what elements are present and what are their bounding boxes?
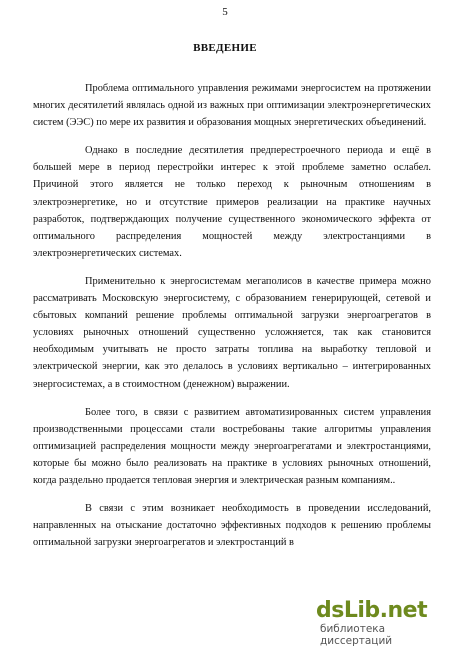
watermark: [316, 595, 440, 647]
logo-text: dsLib.net: [316, 598, 428, 623]
body-text: [33, 80, 431, 551]
paragraph: В связи с этим возникает необходимость в проведении исследований, направленных на отыскание достаточно эффективных подходов к решению проблемы оптимальной загрузки энергоагрегатов и электростанций в: [33, 503, 431, 549]
dslib-logo: [316, 595, 440, 623]
paragraph: Проблема оптимального управления режимами энергосистем на протяжении многих десятилетий являлась одной из важных при оптимизации электроэнергетических систем (ЭЭС) по мере их развития и образования мощных энергетических объединений.: [33, 83, 431, 129]
section-heading: ВВЕДЕНИЕ: [193, 42, 257, 54]
paragraph: Более того, в связи с развитием автоматизированных систем управления производственными процессами стали востребованы такие алгоритмы управления оптимизацией распределения мощности между энергоагрегатами и электростанциями, которые бы можно было реализовать на практике в условиях рыночных отношений, когда раздельно продается тепловая энергия и электрическая разным компаниям..: [33, 406, 431, 486]
watermark-caption: библиотека диссертаций: [320, 623, 393, 647]
paragraph: Применительно к энергосистемам мегаполисов в качестве примера можно рассматривать Московскую энергосистему, с образованием генерирующей, сетевой и сбытовых компаний решение проблемы оптимальной загрузки энергоагрегатов в условиях рыночных отношений существенно усложняется, так как становится необходимым учитывать не просто затраты топлива на выработку тепловой и электрической энергии, как это делалось в условиях вертикально – интегрированных энергосистемах, а в стоимостном (денежном) выражении.: [33, 275, 431, 390]
paragraph: Однако в последние десятилетия предперестроечного периода и ещё в большей мере в период перестройки интерес к этой проблеме заметно ослабел. Причиной этого является не только переход к рыночным отношениям в электроэнергетике, но и отсутствие примеров реализации на практике научных разработок, подтверждающих получение существенного экономического эффекта от оптимального распределения мощностей между электростанциями в электроэнергетических системах.: [33, 145, 431, 259]
page-number: 5: [222, 6, 228, 18]
